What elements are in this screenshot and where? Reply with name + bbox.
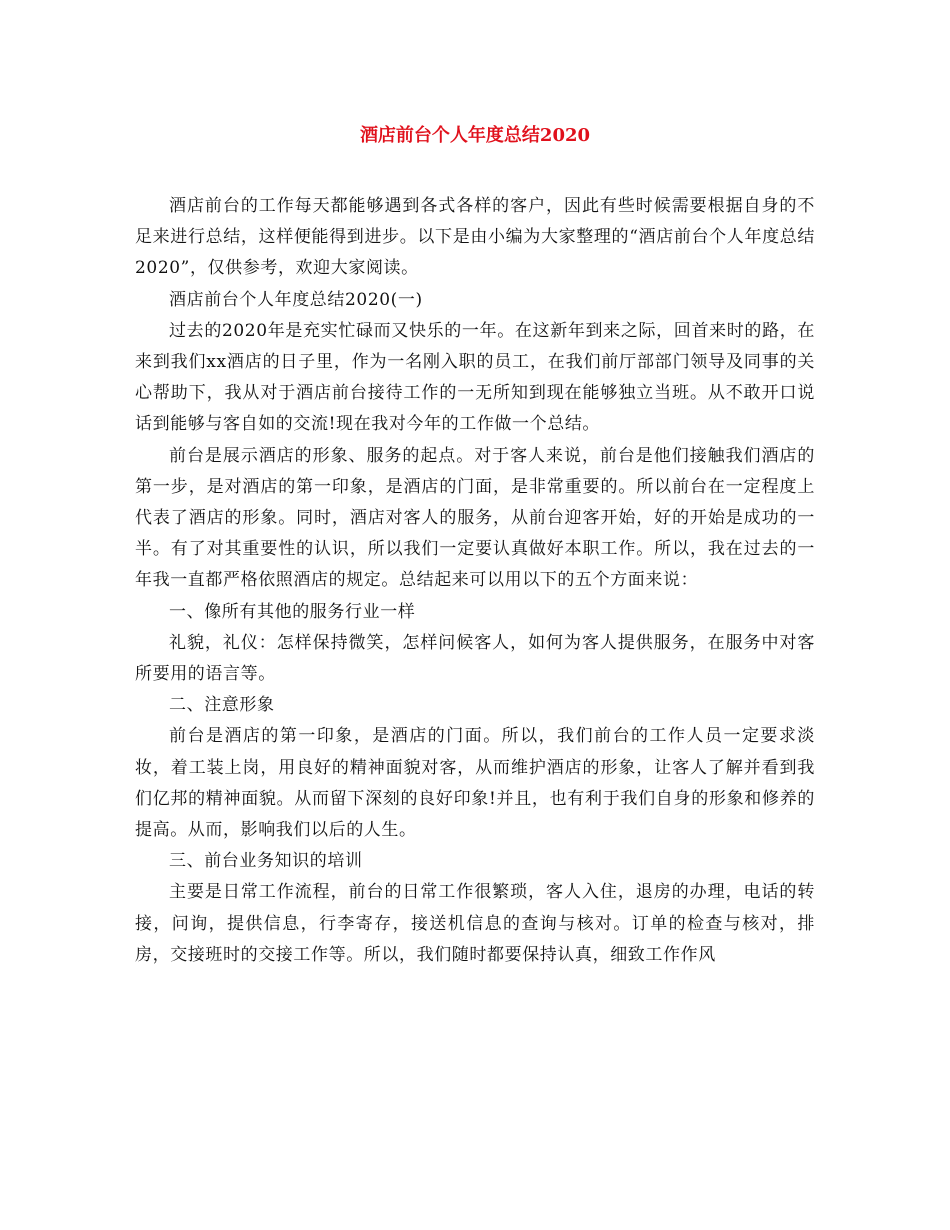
body-paragraph: 前台是酒店的第一印象，是酒店的门面。所以，我们前台的工作人员一定要求淡妆，着工装上岗，用良好的精神面貌对客，从而维护酒店的形象，让客人了解并看到我们亿邦的精神面貌。从而留下深刻的良好印象!并且，也有利于我们自身的形象和修养的提高。从而，影响我们以后的人生。	[135, 726, 815, 841]
body-paragraph: 过去的2020年是充实忙碌而又快乐的一年。在这新年到来之际，回首来时的路，在来到我们xx酒店的日子里，作为一名刚入职的员工，在我们前厅部部门领导及同事的关心帮助下，我从对于酒店前台接待工作的一无所知到现在能够独立当班。从不敢开口说话到能够与客自如的交流!现在我对今年的工作做一个总结。	[135, 320, 815, 435]
document-body	[135, 191, 815, 971]
body-paragraph: 主要是日常工作流程，前台的日常工作很繁琐，客人入住，退房的办理，电话的转接，问询，提供信息，行李寄存，接送机信息的查询与核对。订单的检查与核对，排房，交接班时的交接工作等。所以，我们随时都要保持认真，细致工作作风	[135, 882, 815, 965]
subsection-heading: 三、前台业务知识的培训	[169, 851, 363, 872]
subsection-heading: 一、像所有其他的服务行业一样	[169, 601, 416, 622]
intro-paragraph: 酒店前台的工作每天都能够遇到各式各样的客户，因此有些时候需要根据自身的不足来进行总结，这样便能得到进步。以下是由小编为大家整理的“酒店前台个人年度总结2020”，仅供参考，欢迎大家阅读。	[135, 196, 815, 279]
body-paragraph: 礼貌，礼仪：怎样保持微笑，怎样问候客人，如何为客人提供服务，在服务中对客所要用的语言等。	[135, 632, 815, 685]
subsection-heading: 二、注意形象	[169, 695, 275, 716]
body-paragraph: 前台是展示酒店的形象、服务的起点。对于客人来说，前台是他们接触我们酒店的第一步，是对酒店的第一印象，是酒店的门面，是非常重要的。所以前台在一定程度上代表了酒店的形象。同时，酒店对客人的服务，从前台迎客开始，好的开始是成功的一半。有了对其重要性的认识，所以我们一定要认真做好本职工作。所以，我在过去的一年我一直都严格依照酒店的规定。总结起来可以用以下的五个方面来说：	[135, 445, 815, 591]
section-heading: 酒店前台个人年度总结2020(一)	[169, 289, 423, 310]
document-title: 酒店前台个人年度总结2020	[359, 125, 591, 146]
